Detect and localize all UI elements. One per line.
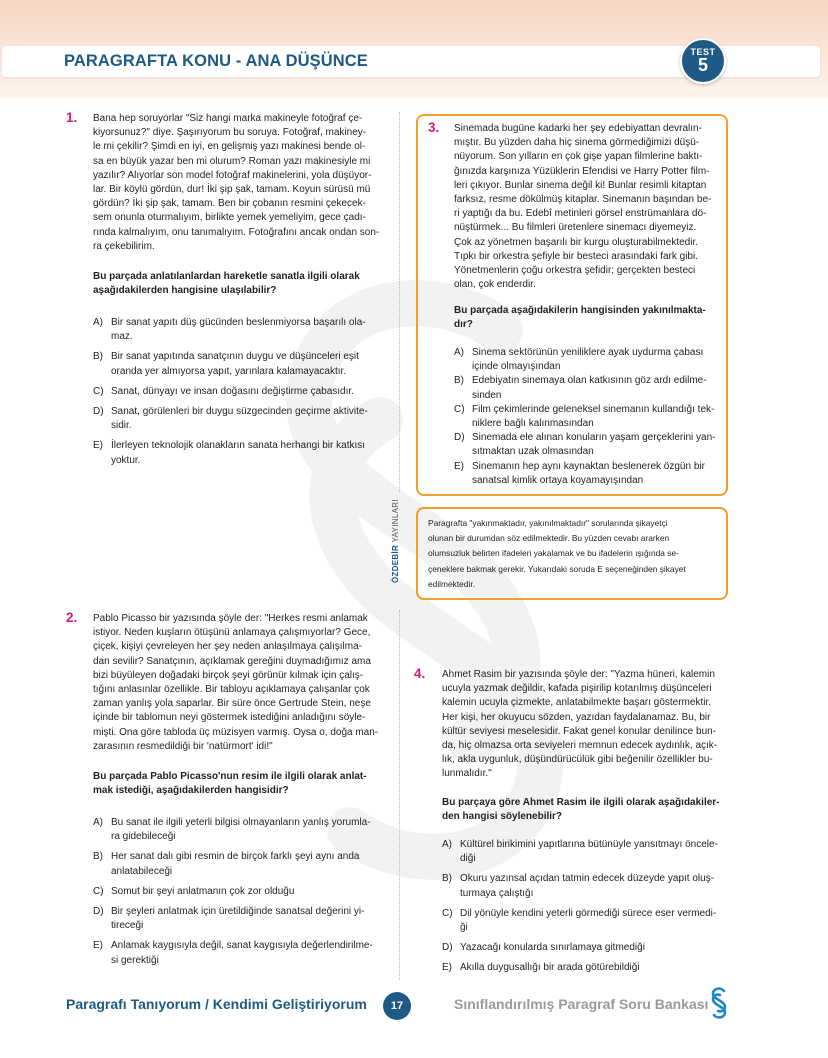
q4-text-line: kalemin ucuyla çizmekte, anlatabilmekte başarı göstermektir. <box>442 697 712 709</box>
q3-text-line: leri çıkıyor. Bunlar sinema değil ki! Bunlar resimli kitaptan <box>454 179 707 191</box>
q3-text-line: nüyorum. Son yılların en çok gişe yapan filmlerine baktı- <box>454 151 703 163</box>
option-text: Film çekimlerinde geleneksel sinemanın kullandığı tek- niklere bağlı kalınmasından <box>472 403 715 430</box>
option-text: Sinemanın hep aynı kaynaktan beslenerek özgün bir sanatsal kimlik ortaya koyamayışından <box>472 460 705 486</box>
tip-note-box <box>416 507 728 600</box>
question-3-text <box>454 122 718 292</box>
q1-text-line: le mi çekilir? Şimdi en iyi, en gelişmiş yazı makinesi bende ol- <box>93 141 366 153</box>
option-text: Bu sanat ile ilgili yeterli bilgisi olmayanların yanlış yorumla- ra gidebileceği <box>111 817 371 843</box>
q4-option-c[interactable] <box>442 907 728 935</box>
q2-text-line: zarasının resmedildiği bir 'natürmort' idi!" <box>93 740 273 752</box>
option-letter: B) <box>93 351 103 363</box>
option-text: Edebiyatın sinemaya olan katkısının göz ardı edilme- sinden <box>472 375 707 401</box>
q3-prompt-line: dır? <box>454 319 473 331</box>
question-1-prompt <box>93 270 383 298</box>
q3-text-line: ri yaptığı da bu. Edebî metinleri görsel enstrümanlara dö- <box>454 208 707 220</box>
q2-prompt-line: Bu parçada Pablo Picasso'nun resim ile ilgili olarak anlat- <box>93 771 367 782</box>
q2-text-line: tığını anlasınlar özellikle. Bir tabloyu açıklamaya çalışanlar çok <box>93 684 370 696</box>
q3-option-c[interactable] <box>454 403 718 431</box>
q3-text-line: olan, çok enderdir. <box>454 279 536 291</box>
q2-text-line: istiyor. Neden kuşların ötüşünü anlamaya çalışmıyorlar? Gece, <box>93 627 371 639</box>
q3-text-line: nüştürmek... Bu filmleri üretenlere sinemacı diyemeyiz. <box>454 222 697 234</box>
q1-text-line: kiyorsunuz?" diye. Şaşırıyorum bu soruya. Fotoğraf, makiney- <box>93 127 367 139</box>
q2-option-d[interactable] <box>93 905 383 933</box>
option-letter: A) <box>454 347 464 358</box>
q2-text-line: dan sevilir? Sanatçının, açıklamak gereğini duymadığımız ama <box>93 655 371 667</box>
question-3-prompt <box>454 304 718 332</box>
column-divider-top <box>399 112 400 492</box>
question-2-number: 2. <box>66 610 78 625</box>
q3-option-a[interactable] <box>454 346 718 374</box>
q4-option-a[interactable] <box>442 838 728 866</box>
option-letter: B) <box>454 375 464 387</box>
option-letter: D) <box>93 406 104 418</box>
q2-text-line: çiçek, kişiyi çevreleyen her şey neden anlaşılmaya çalışılma- <box>93 641 362 653</box>
q3-option-b[interactable] <box>454 374 718 402</box>
q2-text-line: zaman yanlış yola saparlar. Bir süre önce Gertrude Stein, neşe <box>93 698 371 710</box>
q3-text-line: Sinemada bugüne kadarki her şey edebiyattan devralın- <box>454 123 702 134</box>
section-sign-logo-icon <box>710 986 728 1020</box>
q3-option-e[interactable] <box>454 460 718 488</box>
q4-text-line: Ahmet Rasim bir yazısında şöyle der: "Yazma hüneri, kalemin <box>442 669 715 680</box>
test-number: 5 <box>697 55 708 75</box>
option-text: Bir sanat yapıtında sanatçının duygu ve düşünceleri eşit oranda yer almıyorsa yapıt, yarınlara kalamayacaktır. <box>111 351 359 377</box>
option-letter: A) <box>93 817 103 828</box>
option-text: Okuru yazınsal açıdan tatmin edecek düzeyde yapıt oluş- turmaya çalıştığı <box>460 873 715 899</box>
q3-option-d[interactable] <box>454 431 718 459</box>
option-text: Her sanat dalı gibi resmin de birçok farklı şeyi aynı anda anlatabileceği <box>111 851 360 877</box>
publisher-vertical-label <box>391 499 405 583</box>
question-1-text <box>93 112 383 254</box>
q4-prompt-line: Bu parçaya göre Ahmet Rasim ile ilgili olarak aşağıdakiler- <box>442 797 720 808</box>
q3-text-line: mıştır. Bu yüzden daha hiç sinema görmediğimizi düşü- <box>454 137 700 149</box>
question-4-number: 4. <box>414 666 426 681</box>
publisher-brand: ÖZDEBİR <box>391 544 400 583</box>
q1-text-line: sem onunla oturmalıyım, birlikte yemek yemeliyim, gece çadı- <box>93 212 366 224</box>
q4-option-e[interactable] <box>442 961 728 975</box>
option-text: Somut bir şeyi anlatmanın çok zor olduğu <box>111 885 295 897</box>
footer-book-title: Sınıflandırılmış Paragraf Soru Bankası <box>454 996 709 1012</box>
test-badge <box>680 38 726 84</box>
option-letter: C) <box>93 885 104 897</box>
q1-option-a[interactable] <box>93 316 383 344</box>
q1-text-line: yazılır? Alıyorlar son model fotoğraf makinelerini, yola düşüyor- <box>93 169 372 181</box>
q1-prompt-line: Bu parçada anlatılanlardan hareketle sanatla ilgili olarak <box>93 271 360 282</box>
option-letter: E) <box>442 962 452 974</box>
note-line: Paragrafta "yakınmaktadır, yakınılmaktadır" sorularında şikayetçi <box>428 518 668 528</box>
page-title: PARAGRAFTA KONU - ANA DÜŞÜNCE <box>64 52 368 70</box>
footer-series-title: Paragrafı Tanıyorum / Kendimi Geliştiriyorum <box>66 996 367 1012</box>
option-letter: D) <box>454 432 465 444</box>
q1-option-e[interactable] <box>93 439 383 467</box>
option-letter: C) <box>442 907 453 919</box>
q1-prompt-line: aşağıdakilerden hangisine ulaşılabilir? <box>93 285 277 297</box>
q4-text-line: kültür seviyesi meselesidir. Fakat genel konular denilince bun- <box>442 725 717 737</box>
q2-text-line: içinde bir tablomun neyi göstermek istediğini anladığını söyle- <box>93 712 366 724</box>
q1-text-line: lar. Bir köylü gördün, dur! İki şip şak, tamam. Koyun sürüsü mü <box>93 184 371 196</box>
q4-text-line: lık, akla uygunluk, düşündürücülük gibi beğenilir özellikler bu- <box>442 754 713 766</box>
option-letter: A) <box>442 839 452 850</box>
publisher-suffix: YAYINLARI <box>391 499 400 543</box>
option-letter: C) <box>93 385 104 397</box>
option-letter: E) <box>454 460 464 472</box>
q1-text-line: sa en büyük yazar ben mi olurum? Roman yazı makinesiyle mi <box>93 155 371 167</box>
q3-text-line: Çok az yönetmen başarılı bir kurgu oluşturabilmektedir. <box>454 236 699 248</box>
q4-prompt-line: den hangisi söylenebilir? <box>442 811 563 823</box>
q3-prompt-line: Bu parçada aşağıdakilerin hangisinden yakınılmakta- <box>454 305 706 316</box>
q3-text-line: farksız, resme dökülmüş kitaplar. Sinemanın başından be- <box>454 194 712 206</box>
option-letter: B) <box>442 873 452 885</box>
q3-text-line: ğınızda karşınıza Yüzüklerin Efendisi ve Harry Potter film- <box>454 165 710 177</box>
q1-option-b[interactable] <box>93 350 383 378</box>
option-text: İlerleyen teknolojik olanakların sanata herhangi bir katkısı yoktur. <box>111 440 366 466</box>
q2-option-a[interactable] <box>93 816 383 844</box>
option-text: Dil yönüyle kendini yeterli görmediği sürece eser vermedi- ği <box>460 907 717 934</box>
option-letter: D) <box>442 942 453 954</box>
q1-text-line: ra çekebilirim. <box>93 240 155 252</box>
question-4-prompt <box>442 796 728 824</box>
q2-text-line: mişti. Ona göre tabloda üç müzisyen varmış. Oysa o, doğa man- <box>93 726 379 738</box>
test-label: TEST <box>690 47 716 57</box>
question-2-options <box>93 816 383 974</box>
option-letter: B) <box>93 851 103 863</box>
option-text: Bir sanat yapıtı düş gücünden beslenmiyorsa başarılı ola- maz. <box>111 317 366 343</box>
option-letter: D) <box>93 906 104 918</box>
option-text: Sanat, görülenleri bir duygu süzgecinden geçirme aktivite- sidir. <box>111 406 368 432</box>
q2-option-e[interactable] <box>93 939 383 967</box>
q3-text-line: Yönetmenlerin çoğu orkestra şefidir; gerçekten besteci <box>454 265 696 277</box>
q2-text-line: Pablo Picasso bir yazısında şöyle der: "Herkes resmi anlamak <box>93 613 368 624</box>
q4-text-line: Her kişi, her okuyucu sözden, yazıdan faydalanamaz. Bu, bir <box>442 711 711 723</box>
page-number: 17 <box>383 992 411 1020</box>
question-3-number: 3. <box>428 120 440 135</box>
question-2-text <box>93 612 383 754</box>
question-3-options <box>454 346 718 488</box>
question-1-options <box>93 316 383 474</box>
option-text: Sinemada ele alınan konuların yaşam gerçeklerini yan- sıtmaktan uzak olmasından <box>472 432 716 458</box>
q4-option-b[interactable] <box>442 872 728 900</box>
q1-option-d[interactable] <box>93 405 383 433</box>
option-letter: C) <box>454 403 465 415</box>
q4-option-d[interactable] <box>442 941 728 955</box>
question-1-number: 1. <box>66 110 78 125</box>
q4-text-line: ucuyla yazmak değildir, kafada pişirilip kotarılmış düşünceleri <box>442 683 712 695</box>
q1-text-line: gördün? İki şip şak, tamam. Ben bir çobanın resmini çekecek- <box>93 198 366 210</box>
option-letter: A) <box>93 317 103 328</box>
q1-text-line: rında kalmalıyım, onu tanımalıyım. Fotoğrafını ancak ondan son- <box>93 226 380 238</box>
q2-prompt-line: mak istediği, aşağıdakilerden hangisidir? <box>93 785 289 797</box>
q4-text-line: da, hiç olmazsa orta seviyeleri memnun edecek aydınlık, açık- <box>442 740 718 752</box>
note-line: olunan bir durumdan söz edilmektedir. Bu yüzden cevabı ararken <box>428 533 670 544</box>
q2-option-b[interactable] <box>93 850 383 878</box>
question-4-text <box>442 668 728 782</box>
q2-option-c[interactable] <box>93 885 383 899</box>
option-text: Yazacağı konularda sınırlamaya gitmediği <box>460 942 645 954</box>
column-divider-bottom <box>399 610 400 980</box>
q3-text-line: Tıpkı bir orkestra şefiyle bir besteci arasındaki fark gibi. <box>454 250 698 262</box>
option-text: Bir şeyleri anlatmak için üretildiğinde sanatsal değerini yi- tireceği <box>111 906 365 932</box>
option-text: Kültürel birikimini yapıtlarına bütünüyle yansıtmayı öncele- diği <box>460 839 718 865</box>
question-2-prompt <box>93 770 383 798</box>
note-line: edilmektedir. <box>428 578 476 589</box>
q1-option-c[interactable] <box>93 385 383 399</box>
option-letter: E) <box>93 440 103 452</box>
q4-text-line: lunmalıdır." <box>442 768 492 780</box>
question-4-options <box>442 838 728 982</box>
option-text: Anlamak kaygısıyla değil, sanat kaygısıyla değerlendirilme- si gerektiği <box>111 940 373 966</box>
option-text: Sanat, dünyayı ve insan doğasını değiştirme çabasıdır. <box>111 385 354 397</box>
option-letter: E) <box>93 940 103 952</box>
option-text: Akılla duygusallığı bir arada götürebildiği <box>460 962 640 974</box>
q2-text-line: bizi büyüleyen doğadaki birçok şeyi görünür kılmak için çalış- <box>93 669 364 681</box>
note-line: çeneklere bakmak gerekir. Yukarıdaki soruda E seçeneğinden şikayet <box>428 563 686 574</box>
note-line: olumsuzluk belirten ifadeleri yakalamak ve bu ifadelerin ışığında se- <box>428 548 679 559</box>
q1-text-line: Bana hep soruyorlar "Siz hangi marka makineyle fotoğraf çe- <box>93 113 363 124</box>
option-text: Sinema sektörünün yeniliklere ayak uydurma çabası içinde olmayışından <box>472 347 704 373</box>
